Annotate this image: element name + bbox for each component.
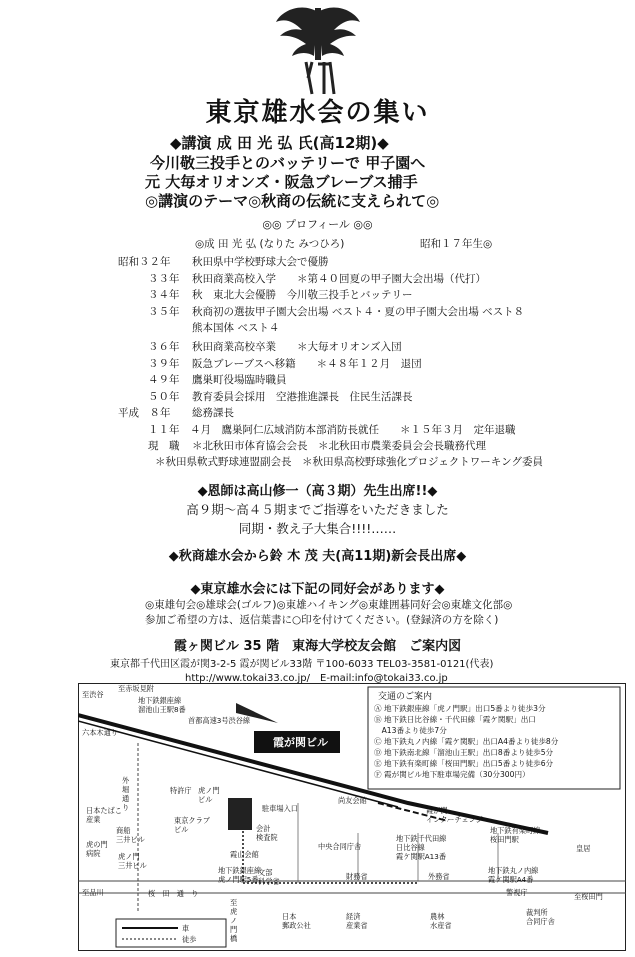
map-label-shinagawa: 至品川 bbox=[82, 888, 104, 897]
map-label-monbu: 科学省 bbox=[258, 877, 280, 886]
profile-text: 秋 東北大会優勝 今川敬三投手とバッテリー bbox=[192, 289, 413, 301]
venue-address: 東京都千代田区霞が関3-2-5 霞が関ビル33階 〒100-6033 TEL03-3581-0121(代表) bbox=[110, 659, 494, 670]
profile-text: １１年 ４月 鷹巣阿仁広域消防本部消防長就任 ＊１５年３月 定年退職 bbox=[148, 424, 516, 436]
map-label-tobacco: 日本たばこ bbox=[86, 806, 122, 815]
map-label-keisatsu: 警視庁 bbox=[506, 888, 528, 897]
map-label-roppongi: 六本木通り bbox=[82, 728, 118, 737]
profile-heading: ◎◎ プロフィール ◎◎ bbox=[262, 218, 373, 231]
map-label-toranomon_gate: 虎 bbox=[230, 907, 238, 916]
profile-year: ５０年 bbox=[148, 391, 180, 403]
map-label-norin: 水産省 bbox=[430, 921, 452, 930]
map-label-tobacco: 産業 bbox=[86, 815, 101, 824]
map-label-mitsui: 商船 bbox=[116, 826, 131, 835]
map-label-marunouchi: 地下鉄丸ノ内線 bbox=[488, 866, 539, 875]
profile-name: ◎成 田 光 弘 (なりた みつひろ) bbox=[195, 238, 345, 250]
map-label-akasaka: 至赤坂見附 bbox=[118, 684, 154, 693]
access-title: 交通のご案内 bbox=[378, 692, 433, 702]
map-label-sakurada: 桜 田 通 り bbox=[148, 889, 199, 898]
profile-year: 平成 ８年 bbox=[118, 407, 171, 419]
map-label-hospital: 虎の門 bbox=[86, 840, 108, 849]
map-label-toranomon_bldg: 虎ノ門 bbox=[198, 786, 220, 795]
map-label-yusei: 日本 bbox=[282, 912, 297, 921]
access-item: Ⓐ 地下鉄銀座線「虎ノ門駅」出口5番より徒歩3分 bbox=[374, 704, 546, 713]
map-label-chiyoda: 霞ケ関駅A13番 bbox=[396, 852, 447, 861]
map-label-kasumigaseki_ic: インターチェンジ bbox=[426, 815, 483, 824]
access-item: Ⓓ 地下鉄南北線「溜池山王駅」出口8番より徒歩5分 bbox=[374, 748, 554, 757]
school-emblem-icon bbox=[272, 2, 364, 98]
venue-web: http://www.tokai33.co.jp/ E-mail:info@tokai33.co.jp bbox=[185, 673, 448, 684]
access-map bbox=[78, 683, 626, 951]
map-label-shibuya: 至渋谷 bbox=[82, 690, 104, 699]
map-label-chiyoda: 日比谷線 bbox=[396, 843, 425, 852]
map-label-toranomon_gate: ノ bbox=[230, 916, 238, 925]
map-label-monbu: 文部 bbox=[258, 868, 273, 877]
teacher-line-2: 同期・教え子大集合!!!!…… bbox=[238, 521, 397, 536]
profile-text: 秋田商業高校入学 ＊第４０回夏の甲子園大会出場（代打） bbox=[192, 273, 486, 285]
map-label-yusei: 郵政公社 bbox=[282, 921, 311, 930]
map-label-chuo: 中央合同庁舎 bbox=[318, 842, 362, 851]
map-label-saibansho: 合同庁舎 bbox=[526, 917, 555, 926]
map-label-club: ビル bbox=[174, 825, 189, 834]
map-label-kasumigaseki_ic: 霞が関 bbox=[426, 806, 448, 815]
map-label-mitsui: 三井ビル bbox=[116, 835, 145, 844]
map-label-ginza_sta: 溜池山王駅8番 bbox=[138, 705, 186, 714]
map-label-sotobori: 通 bbox=[122, 794, 130, 803]
map-label-toranomon_gate: 橋 bbox=[230, 934, 238, 943]
profile-text: 秋田商業高校卒業 ＊大毎オリオンズ入団 bbox=[192, 341, 402, 353]
profile-text: ＊秋田県軟式野球連盟副会長 ＊秋田県高校野球強化プロジェクトワーキング委員 bbox=[155, 456, 543, 468]
map-label-toranomon_gate: 門 bbox=[230, 925, 238, 934]
map-label-sotobori: 外 bbox=[122, 776, 130, 785]
profile-text: 総務課長 bbox=[192, 407, 234, 419]
map-label-toranomon_mitsui: 虎ノ門 bbox=[118, 852, 140, 861]
clubs-note: 参加ご希望の方は、返信葉書に○印を付けてください。(登録済の方を除く) bbox=[145, 614, 499, 626]
map-label-kasumi_kaikan: 霞山会館 bbox=[230, 850, 259, 859]
profile-text: ＊北秋田市体育協会会長 ＊北秋田市農業委員会会長職務代理 bbox=[192, 440, 486, 452]
map-label-sotobori: り bbox=[122, 803, 130, 812]
clubs-list: ◎東雄句会◎雄球会(ゴルフ)◎東雄ハイキング◎東雄囲碁同好会◎東雄文化部◎ bbox=[145, 599, 513, 611]
map-label-yurakucho: 桜田門駅 bbox=[490, 835, 519, 844]
access-item: A13番より徒歩7分 bbox=[374, 726, 447, 735]
map-label-marunouchi: 霞ケ関駅A4番 bbox=[488, 875, 534, 884]
profile-year: ３４年 bbox=[148, 289, 180, 301]
map-label-chiyoda: 地下鉄千代田線 bbox=[396, 834, 447, 843]
profile-text: 教育委員会採用 空港推進課長 住民生活課長 bbox=[192, 391, 413, 403]
map-label-toranomon_mitsui: 三井ビル bbox=[118, 861, 147, 870]
map-label-kaikei: 会計 bbox=[256, 824, 271, 833]
map-label-ginza_exit: 地下鉄銀座線 bbox=[218, 866, 262, 875]
map-label-hospital: 病院 bbox=[86, 849, 101, 858]
profile-year: ３３年 bbox=[148, 273, 180, 285]
map-label-sakuradamon: 至桜田門 bbox=[574, 892, 603, 901]
profile-year: 昭和３２年 bbox=[118, 256, 171, 268]
map-label-car: 車 bbox=[182, 924, 190, 933]
map-label-sotobori: 堀 bbox=[122, 785, 130, 794]
profile-text: 秋田県中学校野球大会で優勝 bbox=[192, 256, 329, 268]
lecture-speaker: ◆講演 成 田 光 弘 氏(高12期)◆ bbox=[170, 134, 389, 152]
lecture-theme: ◎講演のテーマ◎秋商の伝統に支えられて◎ bbox=[145, 192, 440, 210]
map-label-toranomon_bldg: ビル bbox=[198, 795, 213, 804]
president-notice: ◆秋商雄水会から鈴 木 茂 夫(高11期)新会長出席◆ bbox=[168, 549, 467, 564]
profile-text: 阪急ブレーブスへ移籍 ＊４８年１２月 退団 bbox=[192, 358, 422, 370]
map-label-club: 東京クラブ bbox=[174, 816, 210, 825]
map-label-keizai: 産業省 bbox=[346, 921, 368, 930]
map-label-zaimu: 財務省 bbox=[346, 872, 368, 881]
map-label-kaikei: 検査院 bbox=[256, 833, 278, 842]
map-label-walk: 徒歩 bbox=[182, 935, 197, 944]
venue-title: 霞ヶ関ビル 35 階 東海大学校友会館 ご案内図 bbox=[173, 639, 462, 654]
map-label-ginza_sta: 地下鉄銀座線 bbox=[138, 696, 182, 705]
map-label-gaimu: 外務省 bbox=[428, 872, 450, 881]
profile-year: ３６年 bbox=[148, 341, 180, 353]
access-item: Ⓕ 霞が関ビル地下駐車場完備（30分300円） bbox=[374, 770, 530, 779]
map-label-tokkyo: 特許庁 bbox=[170, 786, 192, 795]
lecture-line-1: 今川敬三投手とのバッテリーで 甲子園へ bbox=[150, 154, 426, 172]
map-label-kokyo: 皇居 bbox=[576, 844, 591, 853]
map-label-keizai: 経済 bbox=[346, 912, 361, 921]
access-item: Ⓒ 地下鉄丸ノ内線「霞ケ関駅」出口A4番より徒歩8分 bbox=[374, 737, 559, 746]
map-label-norin: 農林 bbox=[430, 912, 445, 921]
teacher-heading: ◆恩師は高山修一（高３期）先生出席!!◆ bbox=[197, 484, 438, 499]
access-item: Ⓔ 地下鉄有楽町線「桜田門駅」出口5番より徒歩6分 bbox=[374, 759, 554, 768]
map-label-highway: 首都高速3号渋谷線 bbox=[188, 716, 251, 725]
map-label-ginza_exit: 虎ノ門駅5番 bbox=[218, 875, 259, 884]
profile-text: 秋商初の選抜甲子園大会出場 ベスト４・夏の甲子園大会出場 ベスト８ bbox=[192, 306, 525, 318]
profile-year: ３９年 bbox=[148, 358, 180, 370]
teacher-line-1: 高９期～高４５期までご指導をいただきました bbox=[186, 502, 449, 517]
profile-born: 昭和１７年生◎ bbox=[420, 238, 493, 250]
map-label-entrance: 駐車場入口 bbox=[262, 804, 298, 813]
building-label: 霞が関ビル bbox=[273, 736, 328, 749]
profile-text: 熊本国体 ベスト４ bbox=[192, 322, 280, 334]
lecture-line-2: 元 大毎オリオンズ・阪急ブレーブス捕手 bbox=[145, 173, 418, 191]
map-label-toranomon_gate: 至 bbox=[230, 898, 238, 907]
page-title: 東京雄水会の集い bbox=[205, 98, 430, 128]
profile-year: ３５年 bbox=[148, 306, 180, 318]
map-label-yurakucho: 地下鉄有楽町線 bbox=[490, 826, 541, 835]
access-item: Ⓑ 地下鉄日比谷線・千代田線「霞ケ関駅」出口 bbox=[374, 715, 536, 724]
profile-year: 現 職 bbox=[148, 440, 180, 452]
map-label-saibansho: 裁判所 bbox=[526, 908, 548, 917]
clubs-heading: ◆東京雄水会には下記の同好会があります◆ bbox=[190, 582, 445, 597]
profile-text: 鷹巣町役場臨時職員 bbox=[192, 374, 287, 386]
profile-year: ４９年 bbox=[148, 374, 180, 386]
map-label-shoyu: 尚友会館 bbox=[338, 796, 367, 805]
